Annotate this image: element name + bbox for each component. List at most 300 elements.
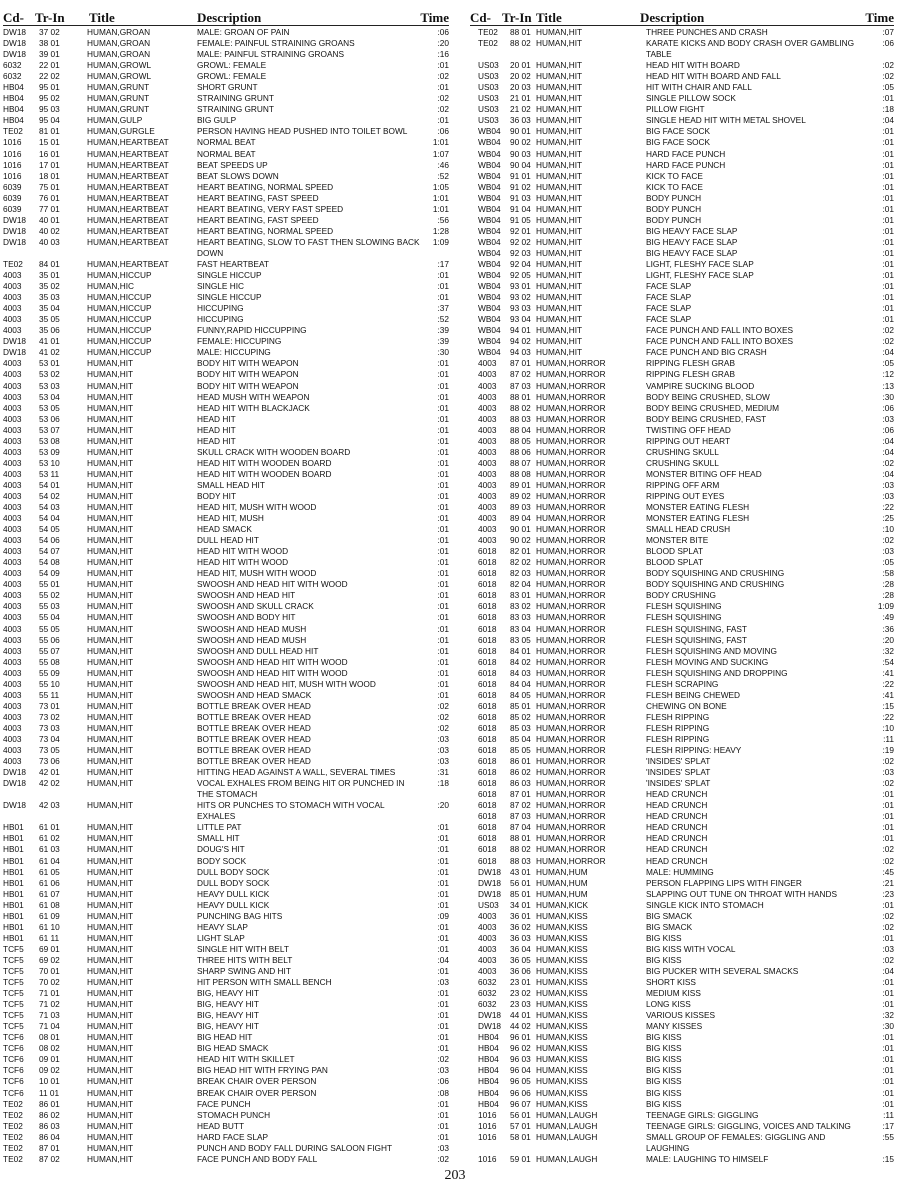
description: HEAD HIT WITH WOOD	[197, 557, 289, 568]
cd-number: US03	[478, 115, 499, 126]
time: :02	[882, 778, 894, 789]
table-row	[3, 977, 449, 988]
table-row	[470, 215, 894, 226]
track-number: 18 01	[39, 170, 60, 181]
cd-number: 4003	[3, 413, 22, 424]
track-number: 83 02	[510, 601, 531, 612]
time: :01	[437, 888, 449, 899]
track-number: 95 03	[39, 104, 60, 115]
title: HUMAN,HIT	[87, 645, 134, 656]
description: RIPPING OUT HEART	[646, 435, 731, 446]
table-row	[470, 204, 894, 215]
track-number: 20 01	[510, 60, 531, 71]
description: HEAD BUTT	[197, 1120, 245, 1131]
track-number: 82 02	[510, 557, 531, 568]
track-number: 53 11	[39, 468, 60, 479]
cd-number: 1016	[3, 148, 22, 159]
table-row	[470, 524, 894, 535]
description: BOTTLE BREAK OVER HEAD	[197, 734, 311, 744]
description: LIGHT, FLESHY FACE SLAP	[646, 258, 754, 269]
track-number: 91 02	[510, 181, 531, 192]
cd-number: TE02	[3, 1153, 23, 1164]
track-number: 56 01	[510, 877, 531, 888]
description: SWOOSH AND HEAD HIT	[197, 590, 296, 601]
cd-number: 4003	[3, 546, 22, 557]
table-row	[3, 292, 449, 303]
description: SWOOSH AND SKULL CRACK	[197, 601, 314, 612]
description: HARD FACE PUNCH	[646, 159, 726, 170]
track-number: 53 01	[39, 358, 60, 369]
track-number: 09 02	[39, 1065, 60, 1076]
description: HEAD HIT	[197, 413, 236, 424]
cd-number: 4003	[3, 325, 22, 336]
cd-number: HB04	[478, 1076, 499, 1087]
time: :11	[883, 1109, 894, 1120]
cd-number: 4003	[3, 303, 22, 314]
cd-number: 4003	[3, 435, 22, 446]
track-number: 96 05	[510, 1076, 531, 1087]
description: KICK TO FACE	[646, 181, 703, 192]
title: HUMAN,HIT	[536, 181, 583, 192]
table-row	[3, 38, 449, 49]
title: HUMAN,HIT	[87, 844, 134, 855]
time: :20	[437, 38, 449, 49]
time: :03	[882, 479, 894, 490]
cd-number: TCF5	[3, 1010, 24, 1021]
cd-number: TE02	[478, 38, 498, 49]
time: :01	[437, 921, 449, 932]
description: BODY SQUISHING AND CRUSHING	[646, 568, 785, 579]
table-row	[470, 966, 894, 977]
track-number: 61 08	[39, 899, 60, 910]
cd-number: TCF5	[3, 954, 24, 965]
description: SLAPPING OUT TUNE ON THROAT WITH HANDS	[646, 888, 838, 899]
cd-number: 4003	[3, 557, 22, 568]
time: :04	[437, 954, 449, 965]
header-time: Time	[420, 10, 449, 25]
description: MONSTER EATING FLESH	[646, 513, 750, 524]
track-number: 92 03	[510, 247, 531, 258]
description: FACE PUNCH	[197, 1098, 251, 1109]
time: :32	[882, 1010, 894, 1021]
track-number: 86 01	[510, 756, 531, 767]
table-row	[470, 822, 894, 833]
cd-number: 4003	[3, 380, 22, 391]
description: MALE: GROAN OF PAIN	[197, 27, 290, 37]
cd-number: 4003	[478, 435, 497, 446]
cd-number: 6018	[478, 678, 497, 689]
title: HUMAN,HEARTBEAT	[87, 203, 169, 214]
table-row	[470, 988, 894, 999]
header-title: Title	[536, 10, 562, 25]
track-number: 88 04	[510, 424, 531, 435]
table-row	[3, 800, 449, 822]
time: :01	[437, 358, 449, 369]
title: HUMAN,GROAN	[87, 27, 151, 37]
title: HUMAN,HIT	[87, 921, 134, 932]
track-number: 70 02	[39, 977, 60, 988]
title: HUMAN,HORROR	[536, 479, 606, 490]
cd-number: WB04	[478, 192, 501, 203]
track-number: 10 01	[39, 1076, 60, 1087]
time: :04	[882, 446, 894, 457]
description: BIG KISS	[646, 1065, 682, 1076]
table-row	[3, 679, 449, 690]
track-number: 89 02	[510, 490, 531, 501]
title: HUMAN,HEARTBEAT	[87, 170, 169, 181]
time: :04	[882, 965, 894, 976]
title: HUMAN,HORROR	[536, 855, 606, 866]
description: SWOOSH AND HEAD HIT WITH WOOD	[197, 667, 348, 678]
description: HEAVY SLAP	[197, 921, 248, 932]
cd-number: HB01	[3, 866, 24, 877]
track-number: 88 03	[510, 855, 531, 866]
title: HUMAN,HORROR	[536, 513, 606, 524]
title: HUMAN,HORROR	[536, 612, 606, 623]
title: HUMAN,HIT	[87, 1109, 134, 1120]
table-row	[3, 270, 449, 281]
table-row	[470, 712, 894, 723]
description: FACE PUNCH AND FALL INTO BOXES	[646, 325, 794, 336]
description: SWOOSH AND HEAD SMACK	[197, 689, 312, 700]
description: BODY BEING CRUSHED, FAST	[646, 413, 767, 424]
time: :39	[437, 336, 449, 347]
time: :01	[437, 115, 449, 126]
time: :06	[882, 38, 894, 49]
title: HUMAN,HIT	[87, 1054, 134, 1065]
description: HITTING HEAD AGAINST A WALL, SEVERAL TIMES	[197, 767, 396, 778]
description: THREE HITS WITH BELT	[197, 954, 293, 965]
time: :20	[882, 634, 894, 645]
description: FLESH SQUISHING, FAST	[646, 623, 747, 634]
time: :01	[437, 502, 449, 513]
time: :01	[437, 402, 449, 413]
table-row	[3, 1054, 449, 1065]
header-description: Description	[640, 10, 705, 25]
table-row	[3, 49, 449, 60]
cd-number: 4003	[3, 424, 22, 435]
cd-number: WB04	[478, 148, 501, 159]
table-row	[3, 988, 449, 999]
track-number: 55 10	[39, 678, 60, 689]
title: HUMAN,HORROR	[536, 634, 606, 645]
description: HEAD HIT	[197, 424, 236, 435]
table-row	[470, 171, 894, 182]
time: :01	[882, 1032, 894, 1043]
track-number: 56 01	[510, 1109, 531, 1120]
cd-number: 1016	[478, 1153, 497, 1164]
table-row	[470, 381, 894, 392]
table-row	[470, 1121, 894, 1132]
time: :12	[882, 369, 894, 380]
track-number: 54 02	[39, 490, 60, 501]
time: :49	[882, 612, 894, 623]
title: HUMAN,HORROR	[536, 800, 606, 811]
description: PUNCHING BAG HITS	[197, 910, 283, 921]
table-row	[3, 734, 449, 745]
header-title: Title	[89, 10, 115, 25]
track-number: 86 04	[39, 1131, 60, 1142]
title: HUMAN,HORROR	[536, 380, 606, 391]
title: HUMAN,HIT	[87, 1065, 134, 1076]
cd-number: 4003	[3, 667, 22, 678]
description: FLESH SQUISHING	[646, 612, 722, 623]
title: HUMAN,HICCUP	[87, 292, 152, 303]
time: :22	[882, 711, 894, 722]
description: BIG, HEAVY HIT	[197, 988, 259, 999]
track-number: 21 01	[510, 93, 531, 104]
description: MANY KISSES	[646, 1021, 703, 1032]
cd-number: 6039	[3, 192, 22, 203]
title: HUMAN,HIT	[536, 203, 583, 214]
title: HUMAN,HORROR	[536, 502, 606, 513]
table-row	[470, 281, 894, 292]
title: HUMAN,HIT	[536, 303, 583, 314]
table-row	[3, 844, 449, 855]
track-number: 42 03	[39, 800, 60, 811]
time: :54	[882, 656, 894, 667]
cd-number: 4003	[478, 457, 497, 468]
track-number: 53 02	[39, 369, 60, 380]
table-row	[3, 71, 449, 82]
table-row	[470, 458, 894, 469]
title: HUMAN,HORROR	[536, 667, 606, 678]
time: :01	[437, 524, 449, 535]
time: :23	[882, 888, 894, 899]
track-number: 91 01	[510, 170, 531, 181]
time: :01	[882, 314, 894, 325]
description: BIG HEAVY FACE SLAP	[646, 225, 738, 236]
description: FLESH RIPPING	[646, 722, 710, 733]
description: FLESH SQUISHING, FAST	[646, 634, 747, 645]
cd-number: DW18	[3, 225, 27, 236]
title: HUMAN,HIT	[87, 413, 134, 424]
time: 1:09	[877, 601, 894, 612]
cd-number: 6032	[3, 60, 22, 71]
table-row	[3, 226, 449, 237]
time: 1:01	[432, 192, 449, 203]
title: HUMAN,HIT	[87, 568, 134, 579]
time: :01	[437, 479, 449, 490]
title: HUMAN,HIT	[536, 281, 583, 292]
cd-number: 6039	[3, 181, 22, 192]
description: HEAD HIT, MUSH	[197, 513, 264, 524]
table-row	[3, 590, 449, 601]
track-number: 76 01	[39, 192, 60, 203]
title: HUMAN,HIT	[87, 711, 134, 722]
table-row	[470, 314, 894, 325]
track-number: 75 01	[39, 181, 60, 192]
time: :36	[882, 623, 894, 634]
title: HUMAN,HORROR	[536, 402, 606, 413]
cd-number: 4003	[3, 722, 22, 733]
cd-number: DW18	[478, 877, 502, 888]
table-row	[3, 955, 449, 966]
cd-number: 4003	[478, 402, 497, 413]
table-row	[3, 469, 449, 480]
cd-number: 4003	[478, 358, 497, 369]
track-number: 84 04	[510, 678, 531, 689]
cd-number: 6018	[478, 601, 497, 612]
title: HUMAN,HIT	[536, 292, 583, 303]
table-row	[3, 723, 449, 734]
description: NORMAL BEAT	[197, 137, 256, 148]
cd-number: HB04	[478, 1087, 499, 1098]
title: HUMAN,KISS	[536, 965, 588, 976]
cd-number: WB04	[478, 126, 501, 137]
title: HUMAN,HORROR	[536, 767, 606, 778]
track-number: 87 01	[510, 789, 531, 800]
time: :01	[437, 988, 449, 999]
cd-number: TE02	[3, 258, 23, 269]
time: :02	[437, 1054, 449, 1065]
time: :02	[437, 711, 449, 722]
track-number: 58 01	[510, 1131, 531, 1142]
track-number: 54 07	[39, 546, 60, 557]
description: HEAD HIT WITH BOARD AND FALL	[646, 71, 781, 82]
cd-number: DW18	[3, 778, 27, 789]
title: HUMAN,HIT	[536, 27, 583, 37]
track-number: 86 03	[510, 778, 531, 789]
table-row	[3, 657, 449, 668]
time: :01	[437, 391, 449, 402]
track-number: 83 03	[510, 612, 531, 623]
table-row	[470, 679, 894, 690]
table-row	[470, 568, 894, 579]
cd-number: WB04	[478, 314, 501, 325]
title: HUMAN,KISS	[536, 1032, 588, 1043]
time: :01	[882, 988, 894, 999]
title: HUMAN,HIT	[87, 888, 134, 899]
time: :16	[437, 49, 449, 60]
track-number: 71 01	[39, 988, 60, 999]
table-row	[3, 690, 449, 701]
cd-number: HB04	[3, 115, 24, 126]
track-number: 92 01	[510, 225, 531, 236]
title: HUMAN,HIT	[87, 369, 134, 380]
table-row	[470, 844, 894, 855]
cd-number: HB01	[3, 921, 24, 932]
title: HUMAN,HIT	[536, 93, 583, 104]
description: FACE PUNCH AND FALL INTO BOXES	[646, 336, 794, 347]
cd-number: 4003	[3, 502, 22, 513]
cd-number: 4003	[478, 490, 497, 501]
title: HUMAN,KISS	[536, 1010, 588, 1021]
cd-number: US03	[478, 899, 499, 910]
description: CHEWING ON BONE	[646, 700, 727, 711]
time: :17	[882, 1120, 894, 1131]
track-number: 87 03	[510, 380, 531, 391]
cd-number: WB04	[478, 225, 501, 236]
table-row	[470, 1099, 894, 1110]
table-row	[470, 182, 894, 193]
title: HUMAN,HIT	[536, 159, 583, 170]
table-row	[3, 1021, 449, 1032]
time: :22	[882, 678, 894, 689]
description: FACE PUNCH AND BIG CRASH	[646, 347, 767, 358]
description: BEAT SLOWS DOWN	[197, 170, 279, 181]
description: BOTTLE BREAK OVER HEAD	[197, 722, 311, 733]
title: HUMAN,HIT	[87, 513, 134, 524]
cd-number: HB04	[478, 1065, 499, 1076]
title: HUMAN,HIT	[87, 612, 134, 623]
track-number: 77 01	[39, 203, 60, 214]
cd-number: 4003	[3, 535, 22, 546]
description: HEART BEATING, VERY FAST SPEED	[197, 203, 344, 214]
track-number: 36 05	[510, 954, 531, 965]
description: THREE PUNCHES AND CRASH	[646, 27, 768, 37]
cd-number: HB01	[3, 877, 24, 888]
table-row	[470, 160, 894, 171]
time: :56	[437, 214, 449, 225]
cd-number: WB04	[478, 170, 501, 181]
cd-number: WB04	[478, 303, 501, 314]
cd-number: 4003	[3, 391, 22, 402]
time: :02	[882, 457, 894, 468]
title: HUMAN,HIT	[536, 192, 583, 203]
time: :01	[882, 137, 894, 148]
page-number: 203	[444, 1168, 466, 1183]
time: :04	[882, 115, 894, 126]
description: SHORT GRUNT	[197, 82, 258, 93]
track-number: 70 01	[39, 965, 60, 976]
cd-number: 4003	[3, 369, 22, 380]
track-number: 61 05	[39, 866, 60, 877]
description: FLESH SQUISHING AND DROPPING	[646, 667, 788, 678]
track-number: 57 01	[510, 1120, 531, 1131]
track-number: 55 01	[39, 579, 60, 590]
table-row	[3, 425, 449, 436]
track-number: 93 01	[510, 281, 531, 292]
table-row	[3, 646, 449, 657]
track-number: 55 08	[39, 656, 60, 667]
cd-number: DW18	[478, 888, 502, 899]
time: :55	[882, 1131, 894, 1142]
description: HEAD HIT WITH WOODEN BOARD	[197, 468, 332, 479]
title: HUMAN,HIT	[87, 380, 134, 391]
time: :03	[437, 745, 449, 756]
cd-number: 6018	[478, 800, 497, 811]
time: :01	[437, 601, 449, 612]
table-row	[3, 104, 449, 115]
cd-number: 4003	[3, 490, 22, 501]
title: HUMAN,HIT	[87, 1131, 134, 1142]
cd-number: 1016	[3, 137, 22, 148]
time: :01	[437, 579, 449, 590]
time: :01	[437, 424, 449, 435]
cd-number: TCF5	[3, 943, 24, 954]
description: HEAD CRUNCH	[646, 822, 708, 833]
title: HUMAN,HIT	[536, 148, 583, 159]
table-row	[3, 325, 449, 336]
description: RIPPING FLESH GRAB	[646, 369, 735, 380]
track-number: 83 04	[510, 623, 531, 634]
table-row	[3, 193, 449, 204]
cd-number: 4003	[478, 391, 497, 402]
title: HUMAN,HIT	[87, 1076, 134, 1087]
title: HUMAN,KISS	[536, 943, 588, 954]
time: :01	[437, 678, 449, 689]
time: :01	[437, 535, 449, 546]
cd-number: DW18	[3, 236, 27, 247]
cd-number: 4003	[3, 700, 22, 711]
cd-number: TCF5	[3, 988, 24, 999]
description: SHARP SWING AND HIT	[197, 965, 291, 976]
table-row	[3, 115, 449, 126]
cd-number: HB04	[3, 104, 24, 115]
time: :52	[437, 170, 449, 181]
time: :03	[882, 767, 894, 778]
